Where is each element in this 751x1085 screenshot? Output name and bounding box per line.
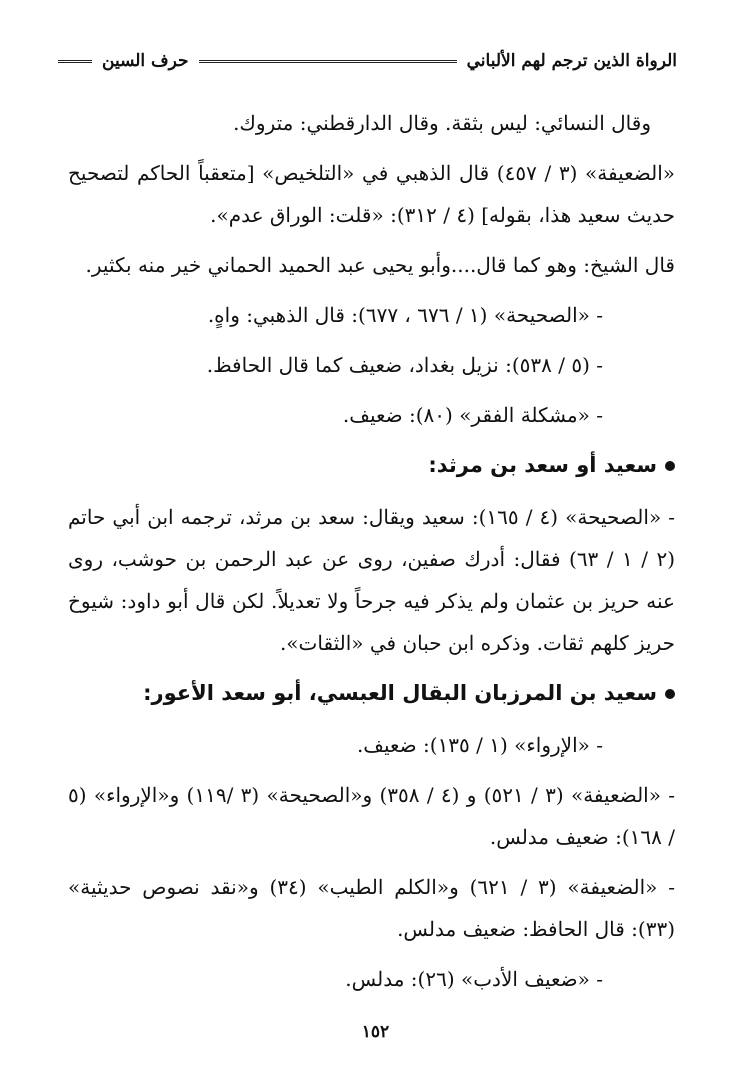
- header-rule: [199, 60, 457, 63]
- page-body: [68, 102, 675, 1008]
- body-paragraph: قال الشيخ: وهو كما قال....وأبو يحيى عبد الحميد الحماني خير منه بكثير.: [85, 253, 675, 277]
- body-paragraph: وقال النسائي: ليس بثقة. وقال الدارقطني: متروك.: [233, 111, 651, 135]
- bullet-icon: [665, 689, 675, 699]
- running-header: [58, 46, 677, 76]
- bullet-icon: [665, 461, 675, 471]
- entry-heading: [68, 444, 675, 486]
- body-paragraph: - «الصحيحة» (٤ / ١٦٥): سعيد ويقال: سعد بن مرثد، ترجمه ابن أبي حاتم (٢ / ١ / ٦٣) فقال: أدرك صفين، روى عن عبد الرحمن بن حوشب، روى عنه حريز بن عثمان ولم يذكر فيه جرحاً ولا تعديلاً. لكن قال أبو داود: شيوخ حريز كلهم ثقات. وذكره ابن حبان في «الثقات».: [68, 505, 676, 655]
- body-paragraph: - «الضعيفة» (٣ / ٥٢١) و (٤ / ٣٥٨) و«الصحيحة» (٣ /١١٩) و«الإرواء» (٥ / ١٦٨): ضعيف مدلس.: [68, 783, 676, 849]
- section-title: حرف السين: [102, 51, 189, 71]
- body-paragraph: «الضعيفة» (٣ / ٤٥٧) قال الذهبي في «التلخيص» [متعقباً الحاكم لتصحيح حديث سعيد هذا، بقوله] (٤ / ٣١٢): «قلت: الوراق عدم».: [68, 161, 676, 227]
- body-paragraph: - «الصحيحة» (١ / ٦٧٦ ، ٦٧٧): قال الذهبي: واهٍ.: [207, 303, 603, 327]
- entry-heading-text: سعيد بن المرزبان البقال العبسي، أبو سعد الأعور:: [143, 681, 657, 705]
- body-paragraph: - (٥ / ٥٣٨): نزيل بغداد، ضعيف كما قال الحافظ.: [206, 353, 603, 377]
- entry-heading: [68, 672, 675, 714]
- page-number: ١٥٢: [361, 1022, 390, 1042]
- body-paragraph: - «الإرواء» (١ / ١٣٥): ضعيف.: [356, 733, 603, 757]
- body-paragraph: - «الضعيفة» (٣ / ٦٢١) و«الكلم الطيب» (٣٤) و«نقد نصوص حديثية» (٣٣): قال الحافظ: ضعيف مدلس.: [68, 875, 676, 941]
- header-rule-short: [58, 60, 92, 63]
- book-title: الرواة الذين ترجم لهم الألباني: [466, 51, 677, 71]
- body-paragraph: - «ضعيف الأدب» (٢٦): مدلس.: [345, 967, 603, 991]
- body-paragraph: - «مشكلة الفقر» (٨٠): ضعيف.: [342, 403, 603, 427]
- entry-heading-text: سعيد أو سعد بن مرثد:: [428, 453, 657, 477]
